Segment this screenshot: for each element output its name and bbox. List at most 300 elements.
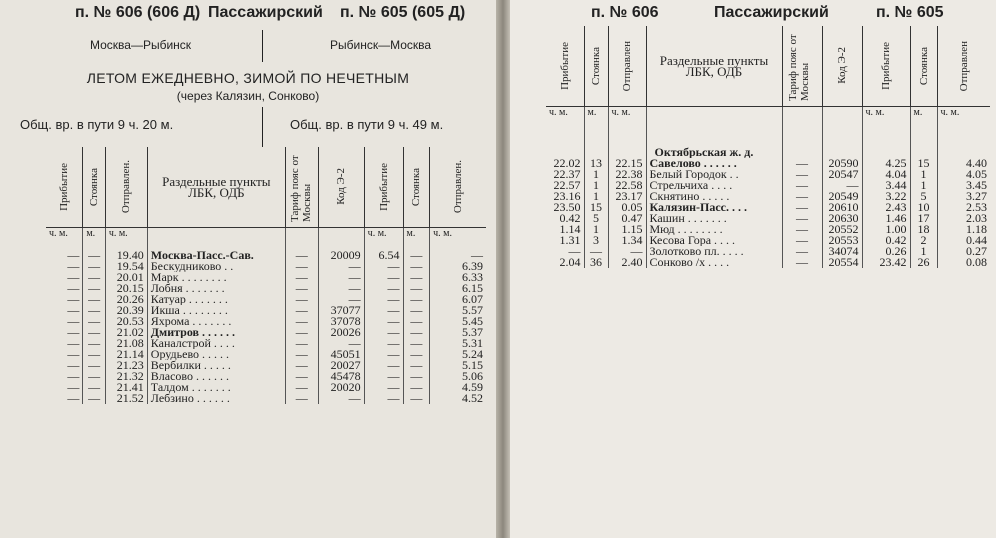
cell-departure: 21.02	[105, 327, 147, 338]
column-headers	[46, 147, 486, 227]
cell-departure: 20.15	[105, 283, 147, 294]
cell-stop-back: 18	[910, 224, 937, 235]
cell-stop-back: 17	[910, 213, 937, 224]
unit-cell	[285, 227, 318, 239]
cell-code: 34074	[822, 246, 862, 257]
cell-departure-back: —	[430, 250, 486, 261]
cell-stop: 36	[584, 257, 608, 268]
cell-stop: —	[83, 316, 106, 327]
cell-arrival: —	[67, 337, 80, 349]
cell-departure: 1.15	[608, 224, 646, 235]
cell-tariff: —	[285, 250, 318, 261]
schedule-note: ЛЕТОМ ЕЖЕДНЕВНО, ЗИМОЙ ПО НЕЧЕТНЫМ	[86, 70, 410, 86]
col-code: Код Э-2	[836, 47, 848, 85]
cell-departure-back: 4.59	[430, 382, 486, 393]
cell-departure: 0.05	[608, 202, 646, 213]
cell-arrival: —	[67, 348, 80, 360]
cell-code: 20547	[822, 169, 862, 180]
timetable-row	[46, 371, 486, 382]
cell-arrival-back: —	[364, 371, 403, 382]
cell-station: Власово . . . . . .	[147, 371, 285, 382]
cell-arrival-back: —	[364, 393, 403, 404]
unit-cell: ч. м.	[937, 106, 990, 118]
book-gutter	[496, 0, 510, 538]
cell-tariff: —	[285, 305, 318, 316]
cell-arrival: 2.04	[559, 256, 581, 268]
cell-stop-back: —	[403, 349, 430, 360]
left-page	[0, 0, 496, 538]
cell-arrival-back: 1.46	[862, 213, 910, 224]
cell-stop-back: 1	[910, 180, 937, 191]
cell-stop: 13	[584, 158, 608, 169]
cell-arrival-back: 0.42	[862, 235, 910, 246]
cell-departure: —	[608, 246, 646, 257]
cell-tariff: —	[782, 202, 822, 213]
cell-departure: 21.52	[105, 393, 147, 404]
cell-stop: —	[83, 338, 106, 349]
cell-departure-back: 5.57	[430, 305, 486, 316]
cell-code: 20553	[822, 235, 862, 246]
cell-code: 20026	[318, 327, 364, 338]
cell-code: 20554	[822, 257, 862, 268]
cell-tariff: —	[782, 169, 822, 180]
trip-time-605: Общ. вр. в пути 9 ч. 49 м.	[290, 117, 444, 132]
timetable-row	[546, 191, 990, 202]
cell-arrival-back: —	[364, 305, 403, 316]
cell-arrival: —	[67, 282, 80, 294]
cell-departure-back: 6.33	[430, 272, 486, 283]
cell-tariff: —	[782, 257, 822, 268]
cell-arrival-back: —	[364, 316, 403, 327]
divider	[262, 30, 263, 62]
cell-stop: —	[83, 283, 106, 294]
timetable-row	[546, 158, 990, 169]
cell-arrival: 22.37	[553, 168, 581, 180]
cell-station: Мюд . . . . . . . .	[646, 224, 782, 235]
col-arrival-2: Прибытие	[377, 162, 390, 211]
cell-stop: 1	[584, 169, 608, 180]
cell-tariff: —	[285, 261, 318, 272]
cell-departure-back: 6.15	[430, 283, 486, 294]
cell-station: Бескудниково . .	[147, 261, 285, 272]
cell-station: Стрельчиха . . . .	[646, 180, 782, 191]
cell-departure-back: 5.15	[430, 360, 486, 371]
col-departure: Отправлен	[621, 40, 633, 91]
cell-departure: 0.47	[608, 213, 646, 224]
cell-station: Лебзино . . . . . .	[147, 393, 285, 404]
cell-tariff: —	[782, 246, 822, 257]
cell-station: Савелово . . . . . .	[646, 158, 782, 169]
col-stop-2: Стоянка	[917, 46, 930, 85]
unit-cell: м.	[910, 106, 937, 118]
cell-departure-back: 2.03	[937, 213, 990, 224]
unit-cell	[782, 106, 822, 118]
cell-tariff: —	[285, 283, 318, 294]
cell-departure-back: 0.27	[937, 246, 990, 257]
cell-stop-back: —	[403, 382, 430, 393]
unit-cell: м.	[403, 227, 430, 239]
col-tariff: Тариф пояс от Москвы	[787, 34, 811, 101]
route-moscow-rybinsk: Москва—Рыбинск	[90, 38, 192, 52]
timetable-row	[46, 294, 486, 305]
trip-time-606: Общ. вр. в пути 9 ч. 20 м.	[20, 117, 174, 132]
train-type: Пассажирский	[208, 4, 323, 21]
cell-code: —	[318, 393, 364, 404]
col-code: Код Э-2	[335, 168, 348, 206]
cell-code: —	[318, 283, 364, 294]
cell-stop: —	[83, 272, 106, 283]
cell-code: 45478	[318, 371, 364, 382]
timetable-row	[46, 327, 486, 338]
cell-arrival: —	[67, 392, 80, 404]
cell-tariff: —	[285, 382, 318, 393]
cell-arrival: 22.02	[553, 157, 581, 169]
cell-arrival: —	[67, 370, 80, 382]
cell-stop-back: —	[403, 294, 430, 305]
cell-code: 45051	[318, 349, 364, 360]
cell-arrival-back: 3.22	[862, 191, 910, 202]
cell-departure: 1.34	[608, 235, 646, 246]
cell-stop: —	[83, 382, 106, 393]
cell-arrival-back: 0.26	[862, 246, 910, 257]
unit-cell: ч. м.	[46, 227, 83, 239]
cell-tariff: —	[782, 235, 822, 246]
cell-station: Сонково /х . . . .	[646, 257, 782, 268]
cell-arrival-back: 1.00	[862, 224, 910, 235]
cell-departure-back: 4.40	[937, 158, 990, 169]
cell-tariff: —	[782, 224, 822, 235]
cell-departure-back: 4.52	[430, 393, 486, 404]
cell-departure-back: 5.45	[430, 316, 486, 327]
cell-stop-back: —	[403, 360, 430, 371]
cell-departure-back: 1.18	[937, 224, 990, 235]
cell-station: Кесова Гора . . . .	[646, 235, 782, 246]
timetable-row	[46, 305, 486, 316]
cell-stop-back: —	[403, 272, 430, 283]
cell-stop: 15	[584, 202, 608, 213]
cell-code: —	[822, 180, 862, 191]
unit-cell: ч. м.	[430, 227, 486, 239]
cell-station: Каналстрой . . . .	[147, 338, 285, 349]
cell-tariff: —	[782, 213, 822, 224]
cell-departure: 20.53	[105, 316, 147, 327]
cell-stop-back: —	[403, 316, 430, 327]
col-stop: Стоянка	[590, 46, 602, 85]
cell-stop-back: 10	[910, 202, 937, 213]
cell-arrival-back: —	[364, 327, 403, 338]
cell-code: 20590	[822, 158, 862, 169]
section-label: Октябрьская ж. д.	[646, 118, 782, 158]
cell-stop-back: —	[403, 338, 430, 349]
unit-cell	[646, 106, 782, 118]
col-stop-2: Стоянка	[410, 167, 423, 206]
timetable-row	[546, 169, 990, 180]
cell-arrival: 1.31	[559, 234, 581, 246]
cell-station: Калязин-Пасс. . . .	[646, 202, 782, 213]
col-arrival: Прибытие	[58, 162, 71, 211]
cell-stop: 1	[584, 224, 608, 235]
cell-arrival: —	[67, 271, 80, 283]
unit-cell: ч. м.	[546, 106, 584, 118]
cell-stop: 1	[584, 191, 608, 202]
col-tariff: Тариф пояс от Москвы	[288, 155, 313, 222]
via-note: (через Калязин, Сонково)	[176, 89, 320, 103]
cell-arrival-back: 6.54	[364, 250, 403, 261]
cell-departure: 21.23	[105, 360, 147, 371]
right-timetable	[546, 26, 990, 268]
cell-stop: 1	[584, 180, 608, 191]
cell-station: Талдом . . . . . . .	[147, 382, 285, 393]
cell-tariff: —	[782, 191, 822, 202]
cell-code: 37078	[318, 316, 364, 327]
cell-tariff: —	[285, 371, 318, 382]
col-arrival-2: Прибытие	[880, 41, 892, 90]
cell-station: Белый Городок . .	[646, 169, 782, 180]
cell-departure: 21.14	[105, 349, 147, 360]
cell-stop-back: —	[403, 393, 430, 404]
cell-arrival-back: —	[364, 283, 403, 294]
cell-arrival-back: 2.43	[862, 202, 910, 213]
cell-code: —	[318, 338, 364, 349]
col-stations: Раздельные пункты ЛБК, ОДБ	[162, 173, 271, 200]
train-605-number: п. № 605 (605 Д)	[340, 4, 466, 21]
cell-arrival-back: —	[364, 349, 403, 360]
cell-arrival-back: —	[364, 261, 403, 272]
cell-station: Икша . . . . . . . .	[147, 305, 285, 316]
cell-departure: 23.17	[608, 191, 646, 202]
cell-station: Золотково пл. . . . .	[646, 246, 782, 257]
cell-tariff: —	[285, 360, 318, 371]
cell-stop: —	[83, 250, 106, 261]
unit-cell: м.	[83, 227, 106, 239]
cell-arrival: —	[67, 326, 80, 338]
cell-stop-back: —	[403, 327, 430, 338]
cell-code: 20020	[318, 382, 364, 393]
cell-stop-back: 2	[910, 235, 937, 246]
timetable-row	[546, 180, 990, 191]
unit-cell	[318, 227, 364, 239]
timetable-row	[46, 316, 486, 327]
cell-arrival-back: —	[364, 294, 403, 305]
col-stop: Стоянка	[88, 167, 101, 206]
cell-stop: —	[83, 360, 106, 371]
cell-departure-back: 5.06	[430, 371, 486, 382]
train-605-number: п. № 605	[876, 4, 944, 21]
cell-arrival: —	[67, 381, 80, 393]
cell-station: Яхрома . . . . . . .	[147, 316, 285, 327]
cell-departure-back: 5.37	[430, 327, 486, 338]
cell-tariff: —	[285, 294, 318, 305]
cell-code: —	[318, 272, 364, 283]
cell-code: —	[318, 294, 364, 305]
cell-arrival-back: —	[364, 360, 403, 371]
cell-arrival-back: —	[364, 338, 403, 349]
divider	[262, 107, 263, 147]
timetable-row	[46, 283, 486, 294]
cell-departure-back: 0.08	[937, 257, 990, 268]
cell-stop-back: 15	[910, 158, 937, 169]
cell-arrival-back: —	[364, 382, 403, 393]
timetable-row	[546, 246, 990, 257]
unit-cell: м.	[584, 106, 608, 118]
cell-stop: —	[83, 349, 106, 360]
cell-station: Вербилки . . . . .	[147, 360, 285, 371]
cell-arrival-back: 4.04	[862, 169, 910, 180]
cell-arrival: —	[67, 315, 80, 327]
cell-departure: 22.58	[608, 180, 646, 191]
cell-station: Скнятино . . . . .	[646, 191, 782, 202]
train-606-number: п. № 606 (606 Д)	[75, 4, 201, 21]
cell-arrival: 22.57	[553, 179, 581, 191]
cell-tariff: —	[285, 338, 318, 349]
cell-code: 20027	[318, 360, 364, 371]
cell-arrival-back: 4.25	[862, 158, 910, 169]
cell-code: 20552	[822, 224, 862, 235]
cell-arrival: 23.16	[553, 190, 581, 202]
unit-cell	[147, 227, 285, 239]
col-departure: Отправлен.	[120, 160, 133, 214]
unit-cell: ч. м.	[862, 106, 910, 118]
cell-departure: 20.26	[105, 294, 147, 305]
cell-arrival-back: 23.42	[862, 257, 910, 268]
cell-stop: —	[83, 261, 106, 272]
cell-code: 20009	[318, 250, 364, 261]
cell-departure: 2.40	[608, 257, 646, 268]
train-606-number: п. № 606	[591, 4, 659, 21]
cell-departure-back: 3.45	[937, 180, 990, 191]
timetable-row	[546, 213, 990, 224]
cell-departure-back: 5.31	[430, 338, 486, 349]
col-arrival: Прибытие	[558, 41, 571, 90]
cell-arrival-back: —	[364, 272, 403, 283]
cell-stop: —	[83, 305, 106, 316]
cell-tariff: —	[285, 316, 318, 327]
cell-arrival: 23.50	[553, 201, 581, 213]
cell-departure: 20.01	[105, 272, 147, 283]
cell-departure-back: 5.24	[430, 349, 486, 360]
cell-code: 20610	[822, 202, 862, 213]
cell-arrival: —	[568, 245, 581, 257]
timetable-row	[46, 272, 486, 283]
cell-departure-back: 0.44	[937, 235, 990, 246]
timetable-row	[546, 202, 990, 213]
cell-tariff: —	[782, 158, 822, 169]
cell-departure: 21.41	[105, 382, 147, 393]
cell-stop: —	[83, 294, 106, 305]
cell-arrival: —	[67, 304, 80, 316]
unit-cell: ч. м.	[608, 106, 646, 118]
cell-code: —	[318, 261, 364, 272]
cell-code: 20630	[822, 213, 862, 224]
cell-arrival: —	[67, 249, 80, 261]
cell-arrival-back: 3.44	[862, 180, 910, 191]
cell-station: Кашин . . . . . . .	[646, 213, 782, 224]
train-type: Пассажирский	[714, 4, 829, 21]
timetable-row	[546, 224, 990, 235]
col-departure-2: Отправлен.	[452, 160, 465, 214]
cell-station: Катуар . . . . . . .	[147, 294, 285, 305]
cell-station: Марк . . . . . . . .	[147, 272, 285, 283]
unit-cell	[822, 106, 862, 118]
cell-arrival: —	[67, 260, 80, 272]
cell-stop: —	[83, 393, 106, 404]
cell-station: Москва-Пасс.-Сав.	[147, 250, 285, 261]
timetable-row	[46, 360, 486, 371]
cell-code: 37077	[318, 305, 364, 316]
cell-departure-back: 6.07	[430, 294, 486, 305]
cell-stop-back: 26	[910, 257, 937, 268]
cell-stop-back: —	[403, 250, 430, 261]
cell-station: Орудьево . . . . .	[147, 349, 285, 360]
cell-station: Лобня . . . . . . .	[147, 283, 285, 294]
cell-arrival: —	[67, 359, 80, 371]
cell-departure-back: 3.27	[937, 191, 990, 202]
timetable-row	[46, 261, 486, 272]
cell-departure: 22.15	[608, 158, 646, 169]
cell-stop-back: —	[403, 283, 430, 294]
unit-cell: ч. м.	[364, 227, 403, 239]
cell-tariff: —	[285, 349, 318, 360]
timetable-row	[46, 382, 486, 393]
cell-stop-back: —	[403, 371, 430, 382]
unit-cell: ч. м.	[105, 227, 147, 239]
right-page	[510, 0, 996, 538]
route-rybinsk-moscow: Рыбинск—Москва	[330, 38, 432, 52]
cell-stop-back: —	[403, 261, 430, 272]
cell-tariff: —	[285, 272, 318, 283]
cell-departure: 20.39	[105, 305, 147, 316]
col-stations: Раздельные пункты ЛБК, ОДБ	[659, 52, 769, 79]
cell-code: 20549	[822, 191, 862, 202]
col-departure-2: Отправлен	[957, 40, 970, 91]
timetable-row	[546, 235, 990, 246]
cell-stop-back: 1	[910, 246, 937, 257]
cell-arrival: 1.14	[559, 223, 581, 235]
units-row	[46, 227, 486, 239]
cell-station: Дмитров . . . . . .	[147, 327, 285, 338]
cell-stop-back: —	[403, 305, 430, 316]
left-timetable	[46, 147, 486, 404]
cell-tariff: —	[285, 393, 318, 404]
cell-stop: —	[83, 371, 106, 382]
cell-departure: 19.54	[105, 261, 147, 272]
cell-stop: 5	[584, 213, 608, 224]
cell-stop: 3	[584, 235, 608, 246]
cell-stop-back: 5	[910, 191, 937, 202]
cell-stop: —	[584, 246, 608, 257]
cell-departure-back: 2.53	[937, 202, 990, 213]
cell-tariff: —	[285, 327, 318, 338]
cell-stop-back: 1	[910, 169, 937, 180]
cell-departure-back: 4.05	[937, 169, 990, 180]
cell-arrival: 0.42	[559, 212, 581, 224]
units-row	[546, 106, 990, 118]
timetable-row	[46, 338, 486, 349]
column-headers	[546, 26, 990, 106]
cell-departure: 21.32	[105, 371, 147, 382]
timetable-row	[46, 393, 486, 404]
cell-tariff: —	[782, 180, 822, 191]
cell-departure: 19.40	[105, 250, 147, 261]
cell-arrival: —	[67, 293, 80, 305]
timetable-row	[46, 250, 486, 261]
timetable-row	[46, 349, 486, 360]
cell-departure-back: 6.39	[430, 261, 486, 272]
cell-departure: 22.38	[608, 169, 646, 180]
cell-stop: —	[83, 327, 106, 338]
timetable-row	[546, 257, 990, 268]
cell-departure: 21.08	[105, 338, 147, 349]
